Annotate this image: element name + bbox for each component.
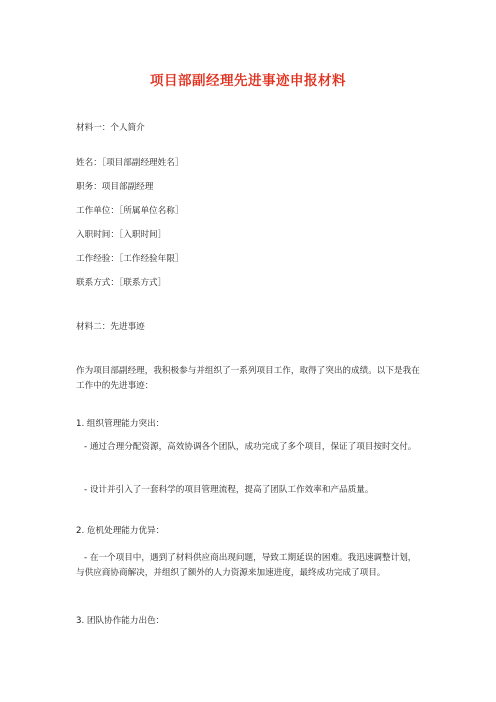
profile-name: 姓名：［项目部副经理姓名］ [76,158,184,168]
profile-contact: 联系方式：［联系方式］ [76,278,167,288]
profile-start-date: 入职时间：［入职时间］ [76,230,167,240]
section-heading-achievements: 材料二：先进事迹 [76,322,145,332]
profile-position: 职务：项目部副经理 [76,182,154,192]
profile-experience: 工作经验：［工作经验年限］ [76,254,184,264]
item-heading-crisis: 2. 危机处理能力优异： [76,526,165,536]
item-heading-management: 1. 组织管理能力突出： [76,419,165,429]
intro-paragraph: 作为项目部副经理，我积极参与并组织了一系列项目工作，取得了突出的成绩。以下是我在工作中的先进事迹： [76,366,420,391]
item-heading-teamwork: 3. 团队协作能力出色： [76,616,165,626]
item-point: - 通过合理分配资源，高效协调各个团队，成功完成了多个项目，保证了项目按时交付。 [84,442,417,452]
document-title: 项目部副经理先进事迹申报材料 [150,73,346,89]
item-point: - 设计并引入了一套科学的项目管理流程，提高了团队工作效率和产品质量。 [84,485,374,495]
profile-employer: 工作单位：［所属单位名称］ [76,206,184,216]
section-heading-profile: 材料一：个人简介 [76,123,145,133]
item-point: - 在一个项目中，遇到了材料供应商出现问题，导致工期延误的困难。我迅速调整计划，与供应商协商解决，并组织了额外的人力资源来加速进度，最终成功完成了项目。 [76,553,417,578]
